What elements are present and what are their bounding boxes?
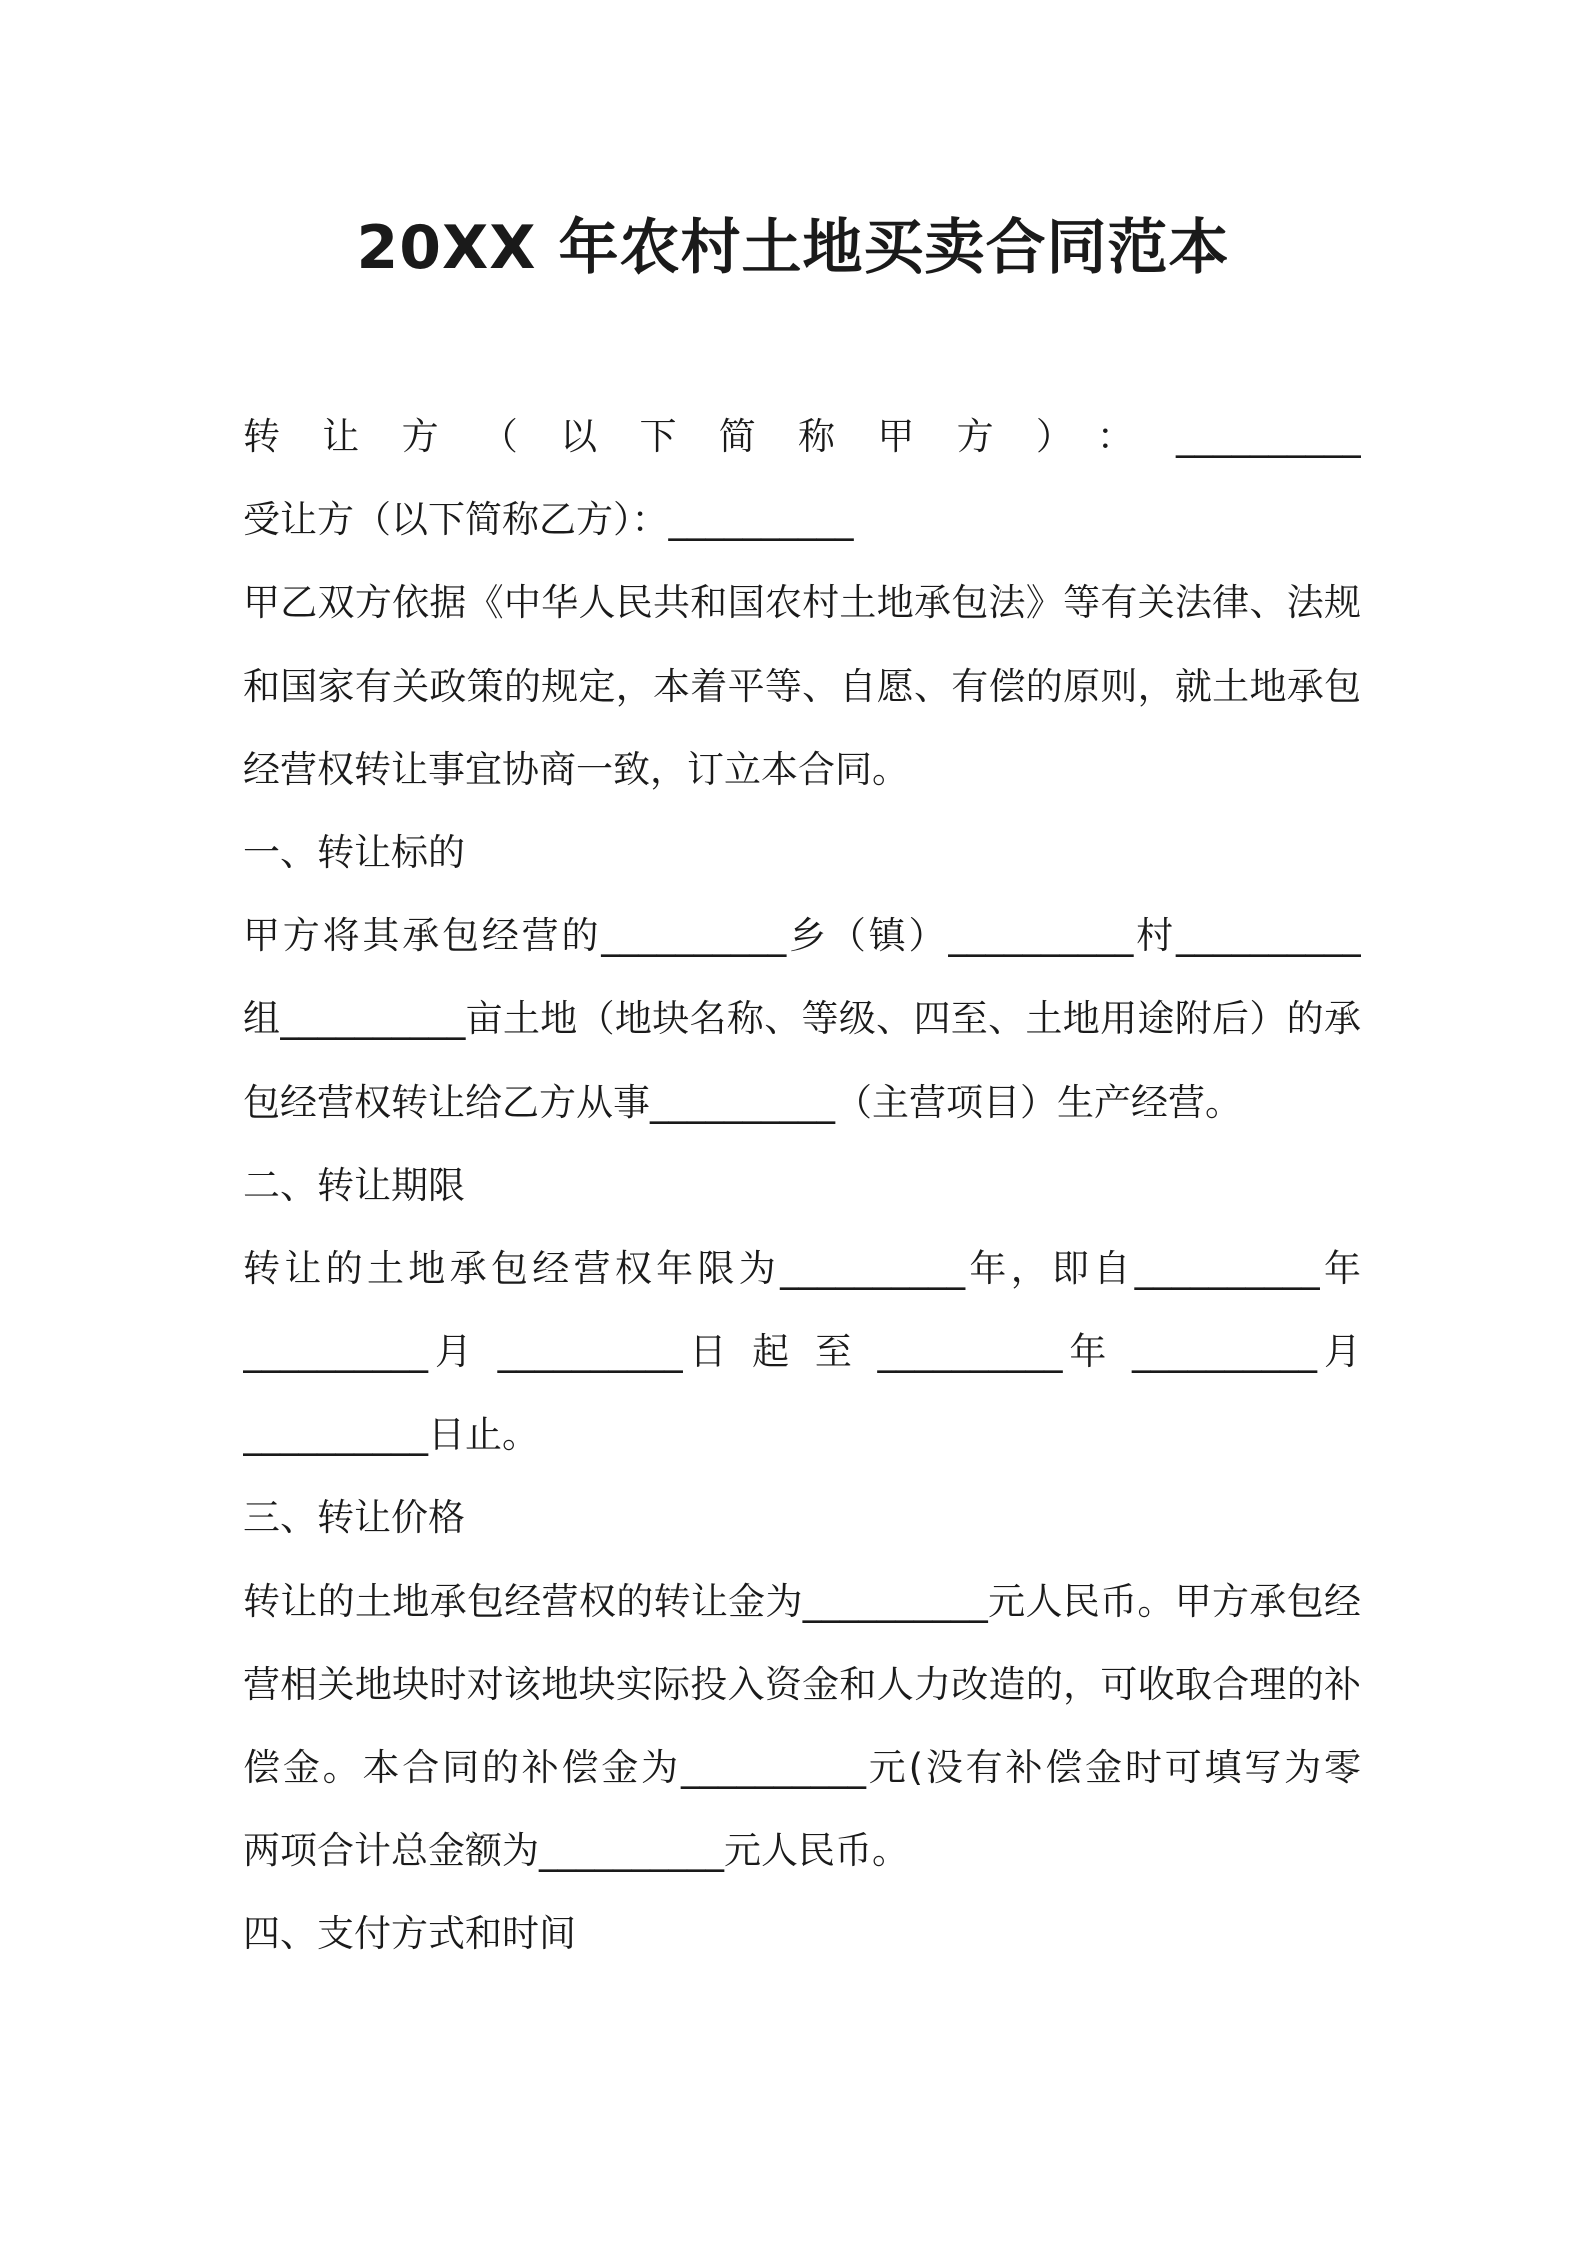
preamble-line: 经营权转让事宜协商一致，订立本合同。: [243, 747, 909, 791]
clause-line: 两项合计总金额为__________元人民币。: [243, 1829, 909, 1873]
contract-body: [243, 395, 1361, 1976]
clause-line: 转让的土地承包经营权年限为__________年，即自__________年: [243, 1246, 1361, 1290]
preamble-line: 和国家有关政策的规定，本着平等、自愿、有偿的原则，就土地承包: [243, 664, 1361, 708]
section-heading: 三、转让价格: [243, 1496, 465, 1540]
clause-line: 包经营权转让给乙方从事__________（主营项目）生产经营。: [243, 1080, 1242, 1124]
clause-line: 组__________亩土地（地块名称、等级、四至、土地用途附后）的承: [243, 997, 1361, 1041]
clause-line: __________月 __________日 起 至 __________年 __________月: [243, 1330, 1361, 1374]
transferor-line: 转让方（以下简称甲方）：__________: [243, 415, 1361, 458]
section-heading: 一、转让标的: [243, 830, 465, 874]
clause-line: 营相关地块时对该地块实际投入资金和人力改造的，可收取合理的补: [243, 1662, 1361, 1706]
clause-line: __________日止。: [243, 1413, 539, 1457]
transferee-line: 受让方（以下简称乙方）：__________: [243, 498, 854, 542]
document-title: 20XX 年农村土地买卖合同范本: [356, 213, 1230, 283]
clause-line: 偿金。本合同的补偿金为__________元(没有补偿金时可填写为零: [243, 1746, 1361, 1789]
preamble-line: 甲乙双方依据《中华人民共和国农村土地承包法》等有关法律、法规: [243, 581, 1361, 625]
section-heading: 四、支付方式和时间: [243, 1912, 576, 1956]
clause-line: 转让的土地承包经营权的转让金为__________元人民币。甲方承包经: [243, 1579, 1361, 1623]
section-heading: 二、转让期限: [243, 1163, 465, 1207]
clause-line: 甲方将其承包经营的__________乡（镇）__________村__________: [243, 914, 1361, 958]
